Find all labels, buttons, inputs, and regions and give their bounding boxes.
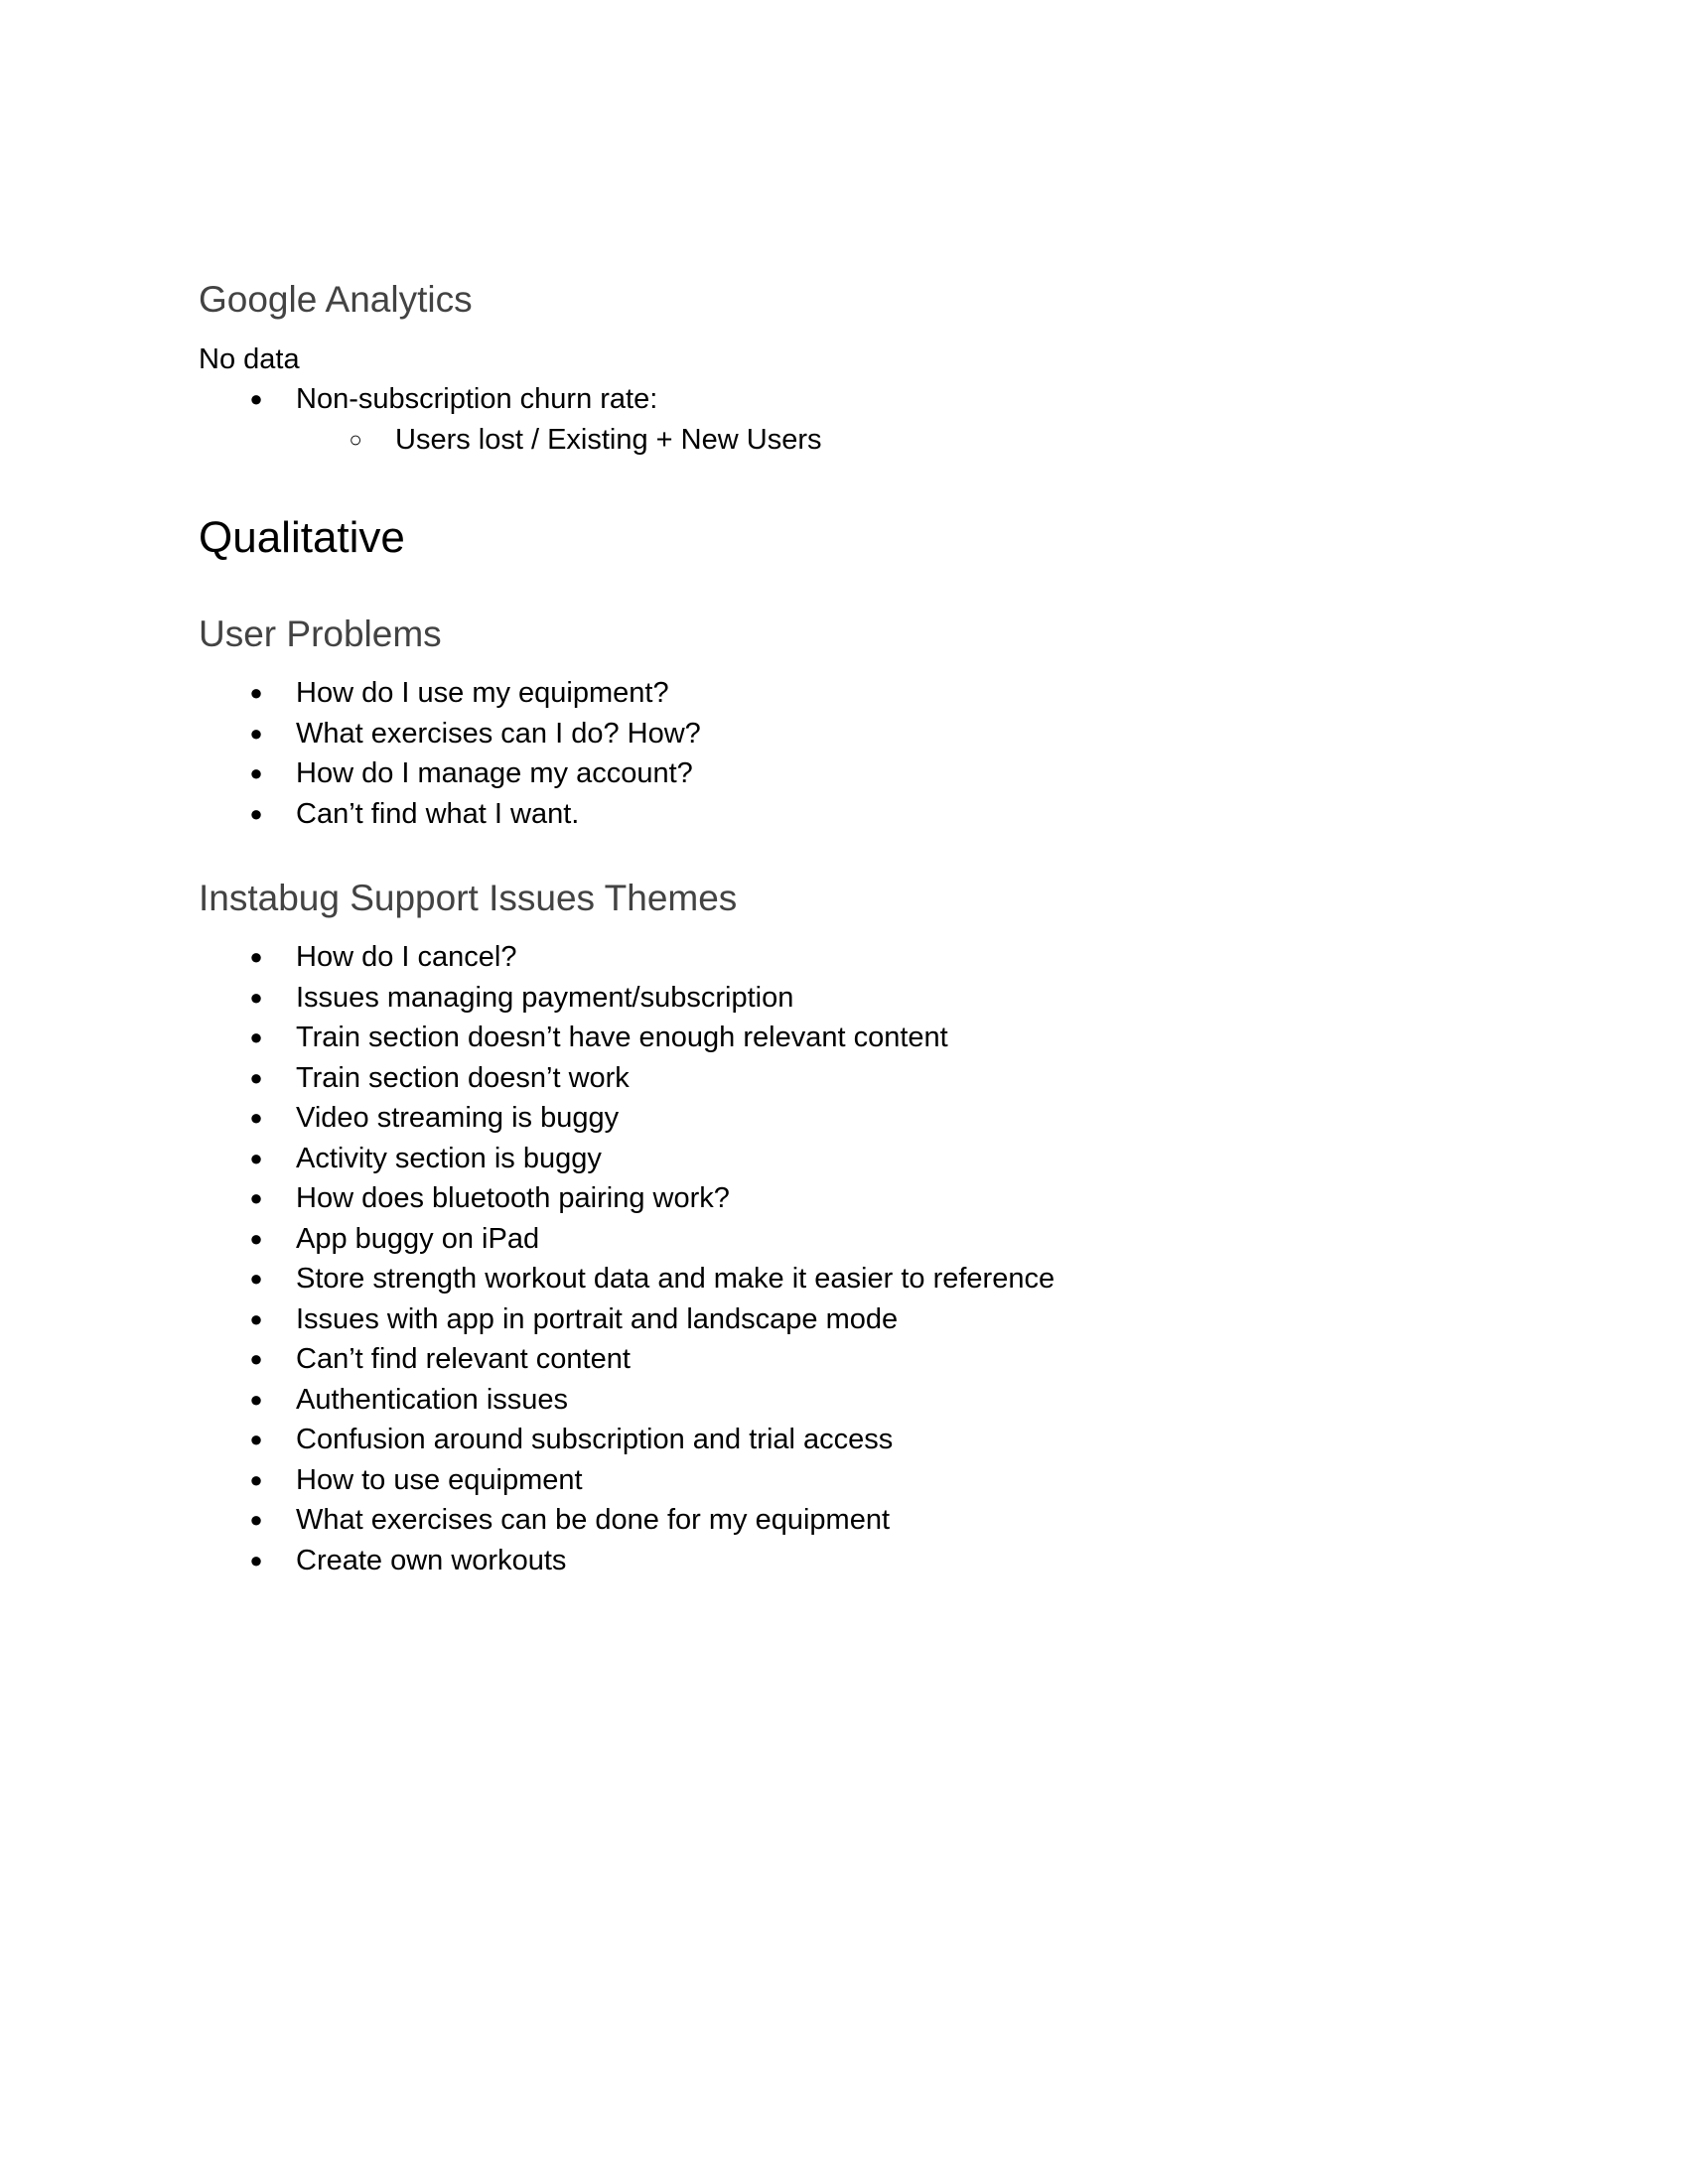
instabug-heading: Instabug Support Issues Themes [199,878,738,918]
list-item-text: Video streaming is buggy [296,1102,620,1134]
list-item-text: How does bluetooth pairing work? [296,1182,730,1214]
bullet-icon: ● [249,720,263,746]
bullet-icon: ● [249,386,263,411]
bullet-icon: ● [249,1266,263,1291]
list-item-text: App buggy on iPad [296,1222,540,1255]
bullet-icon: ● [249,800,263,826]
bullet-icon: ● [249,944,263,969]
list-item-text: Train section doesn’t work [296,1061,630,1094]
list-item-text: Create own workouts [296,1544,567,1576]
no-data-paragraph: No data [199,343,300,375]
bullet-icon: ● [249,1225,263,1251]
list-item-text: How do I manage my account? [296,757,693,789]
google-analytics-heading: Google Analytics [199,279,473,320]
list-item-text: Train section doesn’t have enough relevant content [296,1022,948,1053]
list-item-text: What exercises can I do? How? [296,717,701,750]
list-item-text: How do I cancel? [296,941,517,973]
qualitative-heading: Qualitative [199,513,405,562]
bullet-icon: ● [249,984,263,1010]
bullet-icon: ● [249,1427,263,1451]
list-item-text: How do I use my equipment? [296,677,669,709]
bullet-icon: ● [249,1346,263,1371]
list-item-text: Store strength workout data and make it easier to reference [296,1263,1055,1295]
bullet-icon: ● [249,1305,263,1331]
hollow-bullet-icon: ○ [349,426,362,452]
bullet-icon: ● [249,1105,263,1130]
bullet-icon: ● [249,1466,263,1492]
list-item-text: Authentication issues [296,1383,569,1416]
list-item-text: How to use equipment [296,1463,583,1496]
bullet-icon: ● [249,1185,263,1210]
list-item-text: Activity section is buggy [296,1142,602,1174]
list-item-text: Users lost / Existing + New Users [395,423,822,456]
bullet-icon: ● [249,760,263,785]
list-item-text: Confusion around subscription and trial access [296,1424,894,1455]
bullet-icon: ● [249,1386,263,1412]
bullet-icon: ● [249,1507,263,1532]
list-item-text: Can’t find what I want. [296,797,580,830]
bullet-icon: ● [249,1547,263,1572]
bullet-icon: ● [249,1024,263,1049]
bullet-icon: ● [249,1064,263,1090]
list-item-text: Issues with app in portrait and landscape mode [296,1302,899,1335]
bullet-icon: ● [249,1145,263,1170]
list-item-text: What exercises can be done for my equipment [296,1504,891,1536]
list-item-text: Non-subscription churn rate: [296,383,658,415]
bullet-icon: ● [249,680,263,705]
user-problems-heading: User Problems [199,614,442,654]
list-item-text: Issues managing payment/subscription [296,981,794,1014]
list-item-text: Can’t find relevant content [296,1343,631,1375]
